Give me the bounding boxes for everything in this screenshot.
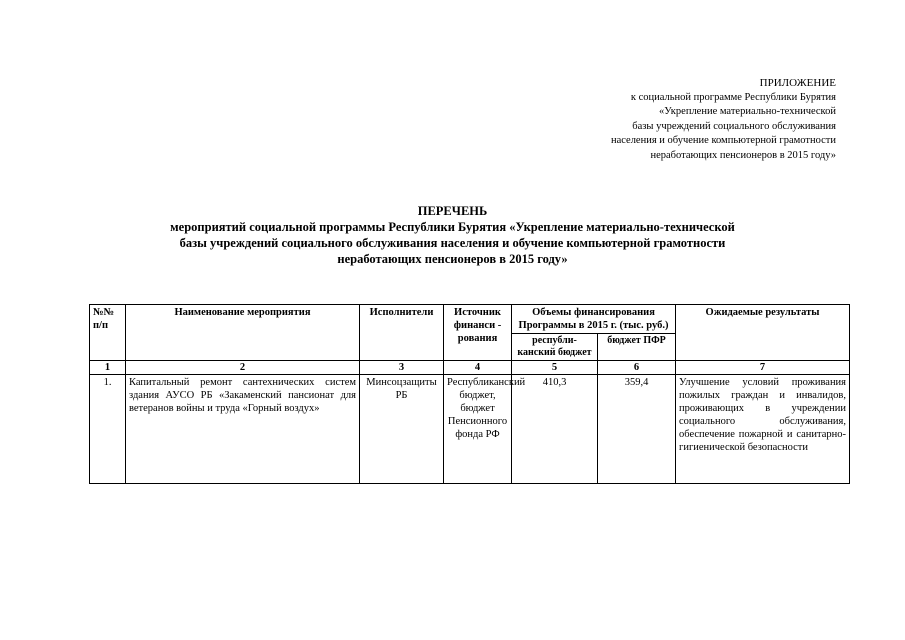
title-line: неработающих пенсионеров в 2015 году» xyxy=(337,252,568,266)
header-results: Ожидаемые результаты xyxy=(676,305,850,361)
row-republican-value: 410,3 xyxy=(512,375,598,484)
header-republican: республи-канский бюджет xyxy=(512,334,598,361)
appendix-title: ПРИЛОЖЕНИЕ xyxy=(759,77,836,89)
column-number: 6 xyxy=(598,361,676,375)
row-source: Республиканский бюджет, бюджет Пенсионного фонда РФ xyxy=(444,375,512,484)
appendix-line: неработающих пенсионеров в 2015 году» xyxy=(650,149,836,161)
column-number-row xyxy=(90,361,850,375)
header-pfr: бюджет ПФР xyxy=(598,334,676,361)
appendix-line: к социальной программе Республики Бурятия xyxy=(630,91,836,103)
column-number: 7 xyxy=(676,361,850,375)
row-num: 1. xyxy=(90,375,126,484)
row-executors: Минсоцзащиты РБ xyxy=(360,375,444,484)
table-row xyxy=(90,375,850,484)
header-source: Источник финанси - рования xyxy=(444,305,512,361)
header-volumes: Объемы финансирования Программы в 2015 г. (тыс. руб.) xyxy=(512,305,676,334)
header-name: Наименование мероприятия xyxy=(126,305,360,361)
column-number: 4 xyxy=(444,361,512,375)
column-number: 5 xyxy=(512,361,598,375)
appendix-line: «Укрепление материально-технической xyxy=(659,106,836,117)
document-title xyxy=(0,203,905,267)
title-line: базы учреждений социального обслуживания населения и обучение компьютерной грамотности xyxy=(179,236,726,250)
column-number: 3 xyxy=(360,361,444,375)
activities-table xyxy=(89,304,850,484)
title-line: мероприятий социальной программы Республики Бурятия «Укрепление материально-технической xyxy=(170,220,735,234)
row-name: Капитальный ремонт сантехнических систем здания АУСО РБ «Закаменский пансионат для ветеранов войны и труда «Горный воздух» xyxy=(126,375,360,484)
row-pfr-value: 359,4 xyxy=(598,375,676,484)
column-number: 2 xyxy=(126,361,360,375)
table-header-row xyxy=(90,305,850,334)
appendix-block xyxy=(536,76,836,163)
appendix-line: населения и обучение компьютерной грамотности xyxy=(610,135,836,146)
row-results: Улучшение условий проживания пожилых граждан и инвалидов, проживающих в учреждении социального обслуживания, обеспечение пожарной и санитарно-гигиенической безопасности xyxy=(676,375,850,484)
header-num: №№ п/п xyxy=(90,305,126,361)
title-heading: ПЕРЕЧЕНЬ xyxy=(417,204,488,218)
appendix-line: базы учреждений социального обслуживания xyxy=(632,120,836,132)
header-executors: Исполнители xyxy=(360,305,444,361)
column-number: 1 xyxy=(90,361,126,375)
